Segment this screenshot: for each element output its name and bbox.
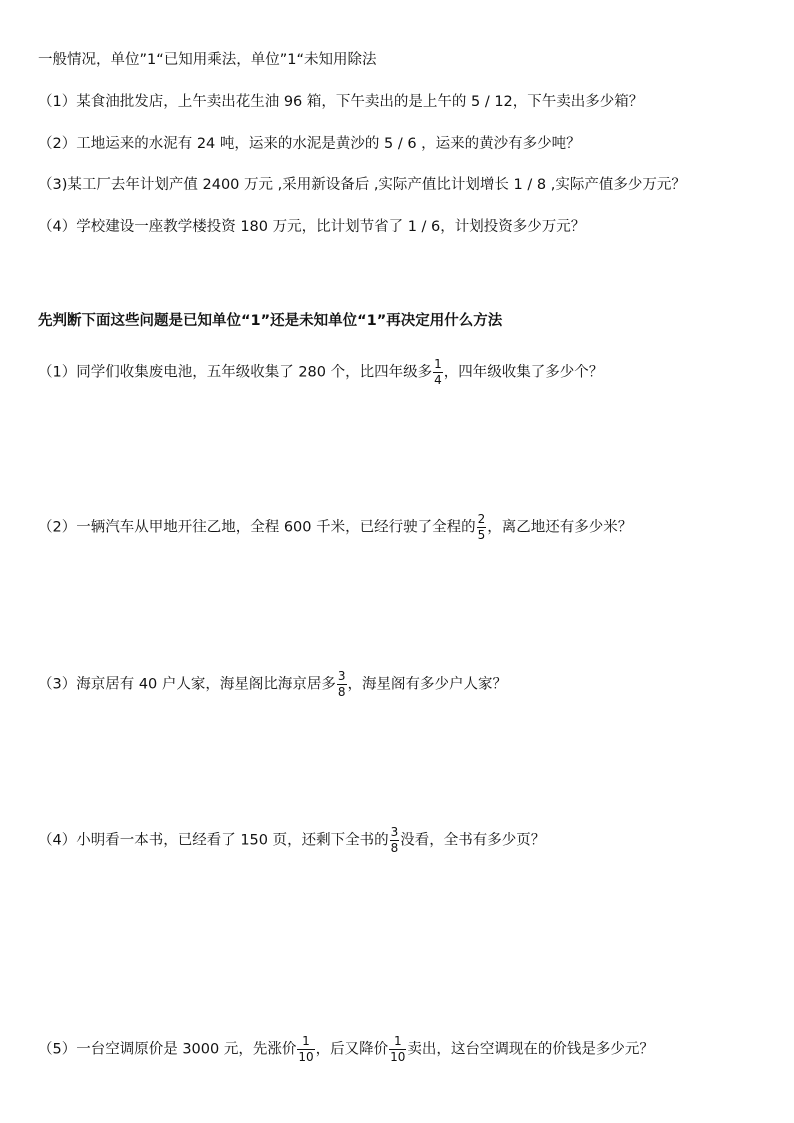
problem-b4-text-after: 没看，全书有多少页？: [400, 832, 546, 849]
problem-b5: [38, 1035, 654, 1064]
fraction: [389, 1035, 406, 1064]
fraction-numerator: 2: [477, 512, 486, 526]
fraction: [477, 513, 487, 542]
problem-a2: （2）工地运来的水泥有 24 吨，运来的水泥是黄沙的 5 / 6 ，运来的黄沙有多少吨？: [38, 136, 581, 152]
fraction: [433, 358, 443, 387]
fraction-numerator: 3: [390, 825, 399, 839]
problem-b3-text-before: （3）海京居有 40 户人家，海星阁比海京居多: [38, 676, 336, 693]
problem-b2: [38, 513, 632, 542]
problem-a1: （1）某食油批发店，上午卖出花生油 96 箱，下午卖出的是上午的 5 / 12，下午卖出多少箱？: [38, 94, 644, 110]
problem-b5-text-before: （5）一台空调原价是 3000 元，先涨价: [38, 1041, 297, 1058]
fraction-denominator: 8: [390, 841, 399, 855]
fraction-numerator: 1: [434, 357, 442, 371]
problem-b3-text-after: ，海星阁有多少户人家？: [347, 676, 508, 693]
fraction: [390, 826, 400, 855]
problem-b5-text-middle: ，后又降价: [315, 1041, 389, 1058]
problem-b5-text-after: 卖出，这台空调现在的价钱是多少元？: [407, 1041, 654, 1058]
problem-b1: [38, 358, 603, 387]
fraction-numerator: 3: [337, 669, 346, 683]
problem-b1-text-after: ，四年级收集了多少个？: [443, 364, 604, 381]
problem-b2-text-before: （2）一辆汽车从甲地开往乙地，全程 600 千米，已经行驶了全程的: [38, 519, 476, 536]
fraction: [297, 1035, 314, 1064]
fraction-denominator: 5: [477, 528, 486, 542]
fraction-denominator: 8: [337, 685, 346, 699]
problem-b4-text-before: （4）小明看一本书，已经看了 150 页，还剩下全书的: [38, 832, 389, 849]
fraction-denominator: 4: [434, 373, 442, 387]
section-heading: 先判断下面这些问题是已知单位“1”还是未知单位“1”再决定用什么方法: [38, 313, 503, 329]
problem-b4: [38, 826, 545, 855]
problem-b2-text-after: ，离乙地还有多少米？: [487, 519, 633, 536]
fraction-numerator: 1: [302, 1034, 310, 1048]
problem-a3: （3)某工厂去年计划产值 2400 万元 ,采用新设备后 ,实际产值比计划增长 1 / 8 ,实际产值多少万元？: [38, 177, 686, 193]
fraction-numerator: 1: [393, 1034, 402, 1048]
problem-a4: （4）学校建设一座教学楼投资 180 万元，比计划节省了 1 / 6，计划投资多少万元？: [38, 219, 586, 235]
problem-b1-text-before: （1）同学们收集废电池，五年级收集了 280 个，比四年级多: [38, 364, 433, 381]
fraction-denominator: 10: [298, 1050, 314, 1064]
fraction: [337, 670, 347, 699]
problem-b3: [38, 670, 507, 699]
fraction-denominator: 10: [390, 1050, 406, 1064]
intro-rule: 一般情况，单位”1“已知用乘法，单位”1“未知用除法: [38, 52, 377, 68]
